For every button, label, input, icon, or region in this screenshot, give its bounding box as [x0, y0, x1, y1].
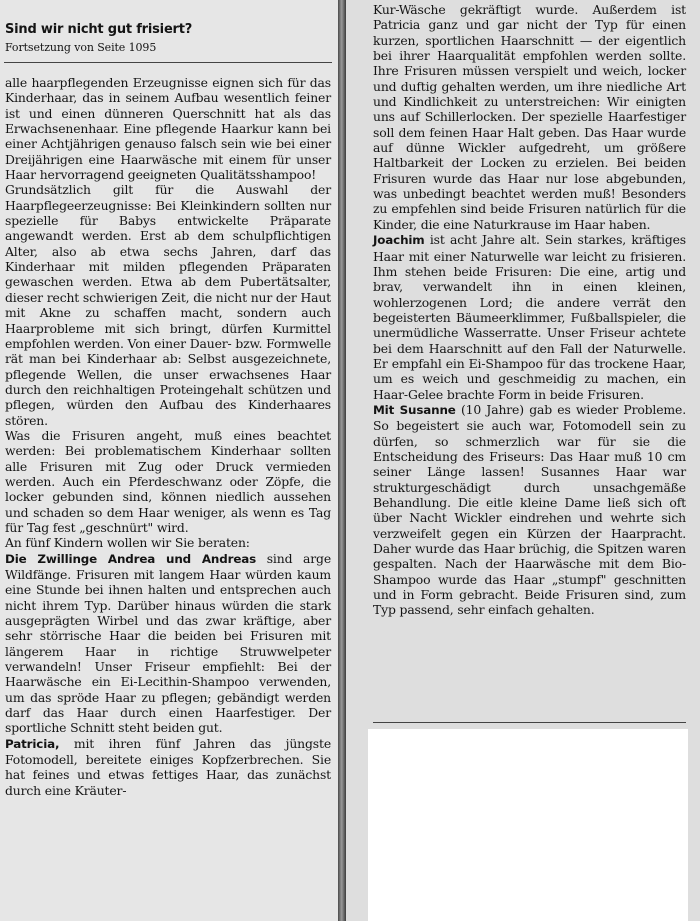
paragraph: alle haarpflegenden Erzeugnisse eignen sich für das Kinderhaar, das in seinem Aufbau wesentlich feiner ist und einen dünneren Querschnitt hat als das Erwachsenenhaar. Eine pflegende Haarkur kann bei einer Achtjährigen genauso falsch sein wie bei einer Dreijährigen eine Haarwäsche mit einem für unser Haar hervorragend geeigneten Qualitätsshampoo!	[5, 75, 331, 183]
blank-area	[368, 729, 688, 921]
article-title: Sind wir nicht gut frisiert?	[5, 22, 193, 37]
left-text-column	[5, 75, 331, 798]
page-gutter	[338, 0, 346, 921]
paragraph-lead: Die Zwillinge Andrea und Andreas	[5, 551, 257, 566]
left-page	[0, 0, 338, 921]
paragraph-lead: Patricia,	[5, 736, 60, 751]
paragraph: Mit Susanne (10 Jahre) gab es wieder Probleme. So begeistert sie auch war, Fotomodell sein zu dürfen, so schmerzlich war für sie die Entscheidung des Friseurs: Das Haar muß 10 cm seiner Länge lassen! Susannes Haar war strukturgeschädigt durch unsachgemäße Behandlung. Die eitle kleine Dame ließ sich oft über Nacht Wickler eindrehen und wehrte sich verzweifelt gegen ein Kürzen der Haarpracht. Daher wurde das Haar brüchig, die Spitzen waren gespalten. Nach der Haarwäsche mit dem Bio-Shampoo wurde das Haar „stumpf" geschnitten und in Form gebracht. Beide Frisuren sind, zum Typ passend, sehr einfach gehalten.	[373, 401, 687, 618]
paragraph: Kur-Wäsche gekräftigt wurde. Außerdem ist Patricia ganz und gar nicht der Typ für einen kurzen, sportlichen Haarschnitt — der eigentlich bei ihrer Haarqualität empfohlen werden sollte. Ihre Frisuren müssen verspielt und weich, locker und duftig gehalten werden, um ihre niedliche Art und Kindlichkeit zu unterstreichen: Wir einigten uns auf Schillerlocken. Der spezielle Haarfestiger soll dem feinen Haar Halt geben. Das Haar wurde auf dünne Wickler aufgedreht, um größere Haltbarkeit der Locken zu erzielen. Bei beiden Frisuren wurde das Haar nur lose abgebunden, was unbedingt beachtet werden muß! Besonders zu empfehlen sind beide Frisuren natürlich für die Kinder, die eine Naturkrause im Haar haben.	[373, 2, 686, 232]
right-text-column	[373, 2, 686, 618]
header-divider	[4, 62, 332, 63]
paragraph: Grundsätzlich gilt für die Auswahl der Haarpflegeerzeugnisse: Bei Kleinkindern sollten nur spezielle für Babys entwickelte Präparate angewandt werden. Erst ab dem schulpflichtigen Alter, also ab etwa sechs Jahren, darf das Kinderhaar mit milden pflegenden Präparaten gewaschen werden. Etwa ab dem Pubertätsalter, dieser recht schwierigen Zeit, die nicht nur der Haut mit Akne zu schaffen macht, sondern auch Haarprobleme mit sich bringt, dürfen Kurmittel empfohlen werden. Von einer Dauer- bzw. Formwelle rät man bei Kinderhaar ab: Selbst ausgezeichnete, pflegende Wellen, die unser erwachsenes Haar durch den reichhaltigen Proteingehalt schützen und pflegen, würden den Aufbau des Kinderhaares stören.	[5, 182, 331, 428]
paragraph: Was die Frisuren angeht, muß eines beachtet werden: Bei problematischem Kinderhaar sollten alle Frisuren mit Zug oder Druck vermieden werden. Auch ein Pferdeschwanz oder Zöpfe, die locker gebunden sind, können niedlich aussehen und schaden so dem Haar weniger, als wenn es Tag für Tag fest „geschnürt" wird.	[5, 427, 331, 535]
paragraph: Die Zwillinge Andrea und Andreas sind arge Wildfänge. Frisuren mit langem Haar würden kaum eine Stunde bei ihnen halten und entsprechen auch nicht ihrem Typ. Darüber hinaus würden die stark ausgeprägten Wirbel und das zwar kräftige, aber sehr störrische Haar die beiden bei Frisuren mit längerem Haar in richtige Struwwelpeter verwandeln! Unser Friseur empfiehlt: Bei der Haarwäsche ein Ei-Lecithin-Shampoo verwenden, um das spröde Haar zu pflegen; gebändigt werden darf das Haar durch einen Haarfestiger. Der sportliche Schnitt steht beiden gut.	[5, 550, 331, 736]
paragraph-lead: Mit Susanne	[373, 402, 456, 417]
paragraph: An fünf Kindern wollen wir Sie beraten:	[5, 535, 250, 551]
paragraph: Patricia, mit ihren fünf Jahren das jüngste Fotomodell, bereitete einiges Kopfzerbrechen. Sie hat feines und etwas fettiges Haar, das zunächst durch eine Kräuter-	[5, 735, 331, 798]
continuation-note: Fortsetzung von Seite 1095	[5, 41, 157, 54]
article-end-divider	[373, 722, 686, 723]
paragraph-lead: Joachim	[373, 233, 425, 248]
paragraph: Joachim ist acht Jahre alt. Sein starkes, kräftiges Haar mit einer Naturwelle war leicht zu frisieren. Ihm stehen beide Frisuren: Die eine, artig und brav, verwandelt ihn in einen kleinen, wohlerzogenen Lord; die andere verrät den begeisterten Bäumeerklimmer, Fußballspieler, die unermüdliche Wasserratte. Unser Friseur achtete bei dem Haarschnitt auf den Fall der Naturwelle. Er empfahl ein Ei-Shampoo für das trockene Haar, um es weich und geschmeidig zu machen, ein Haar-Gelee brachte Form in beide Frisuren.	[373, 232, 686, 402]
